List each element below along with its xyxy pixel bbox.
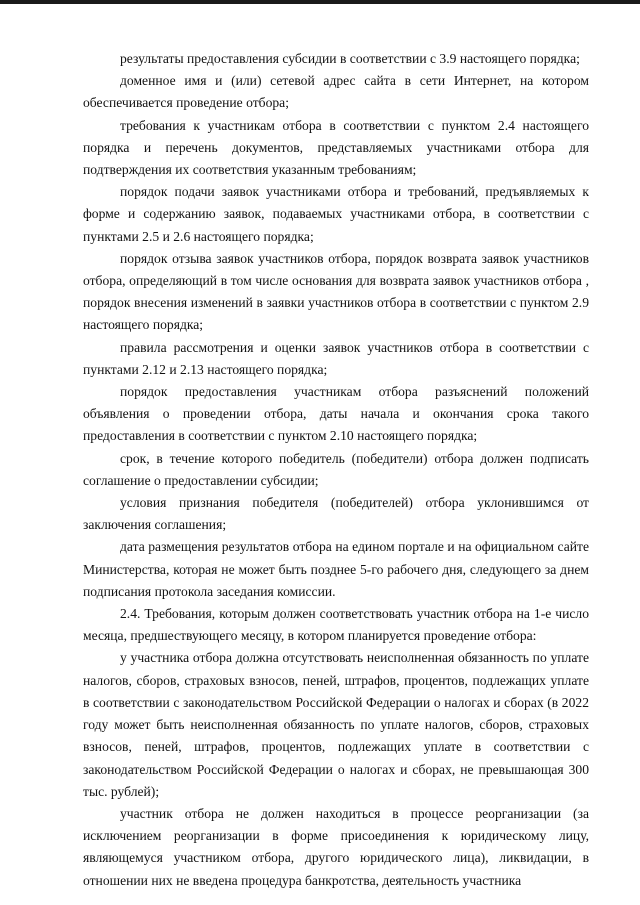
paragraph-results-publication: дата размещения результатов отбора на едином портале и на официальном сайте Министерства, которая не может быть позднее 5-го рабочего дня, следующего за днем подписания протокола заседания комиссии.	[83, 539, 589, 599]
paragraph-application-withdrawal: порядок отзыва заявок участников отбора, порядок возврата заявок участников отбора, определяющий в том числе основания для возврата заявок участников отбора , порядок внесения изменений в заявки участников отбора в соответствии с пунктом 2.9 настоящего порядка;	[83, 250, 589, 333]
paragraph-tax-obligations: у участника отбора должна отсутствовать неисполненная обязанность по уплате налогов, сборов, страховых взносов, пеней, штрафов, процентов, подлежащих уплате в соответствии с законодательством Российской Федерации о налогах и сборах (в 2022 году может быть неисполненная обязанность по уплате налогов, сборов, страховых взносов, пеней, штрафов, процентов, подлежащих уплате в соответствии с законодательством Российской Федерации о налогах и сборах, не превышающая 300 тыс. рублей);	[83, 650, 589, 799]
paragraph-results: результаты предоставления субсидии в соответствии с 3.9 настоящего порядка;	[120, 51, 580, 66]
paragraph-participant-requirements: требования к участникам отбора в соответствии с пунктом 2.4 настоящего порядка и перечень документов, представляемых участниками отбора для подтверждения их соответствия указанным требованиям;	[83, 117, 589, 178]
paragraph-review-rules: правила рассмотрения и оценки заявок участников отбора в соответствии с пунктами 2.12 и 2.13 настоящего порядка;	[83, 339, 589, 377]
paragraph-domain-name: доменное имя и (или) сетевой адрес сайта в сети Интернет, на котором обеспечивается проведение отбора;	[83, 73, 589, 111]
paragraph-evasion-conditions: условия признания победителя (победителей) отбора уклонившимся от заключения соглашения;	[83, 495, 589, 533]
paragraph-reorganization: участник отбора не должен находиться в процессе реорганизации (за исключением реорганизации в форме присоединения к юридическому лицу, являющемуся участником отбора, другого юридического лица), ликвидации, в отношении них не введена процедура банкротства, деятельность участника	[83, 805, 589, 888]
paragraph-section-2-4: 2.4. Требования, которым должен соответствовать участник отбора на 1-е число месяца, предшествующего месяцу, в котором планируется проведение отбора:	[83, 606, 589, 644]
paragraph-signing-deadline: срок, в течение которого победитель (победители) отбора должен подписать соглашение о предоставлении субсидии;	[83, 450, 589, 488]
paragraph-clarifications: порядок предоставления участникам отбора разъяснений положений объявления о проведении отбора, даты начала и окончания срока такого предоставления в соответствии с пунктом 2.10 настоящего порядка;	[83, 384, 589, 444]
document-page	[83, 48, 589, 892]
paragraph-application-submission: порядок подачи заявок участниками отбора и требований, предъявляемых к форме и содержанию заявок, подаваемых участниками отбора, в соответствии с пунктами 2.5 и 2.6 настоящего порядка;	[83, 184, 589, 244]
scan-top-border	[0, 0, 640, 4]
